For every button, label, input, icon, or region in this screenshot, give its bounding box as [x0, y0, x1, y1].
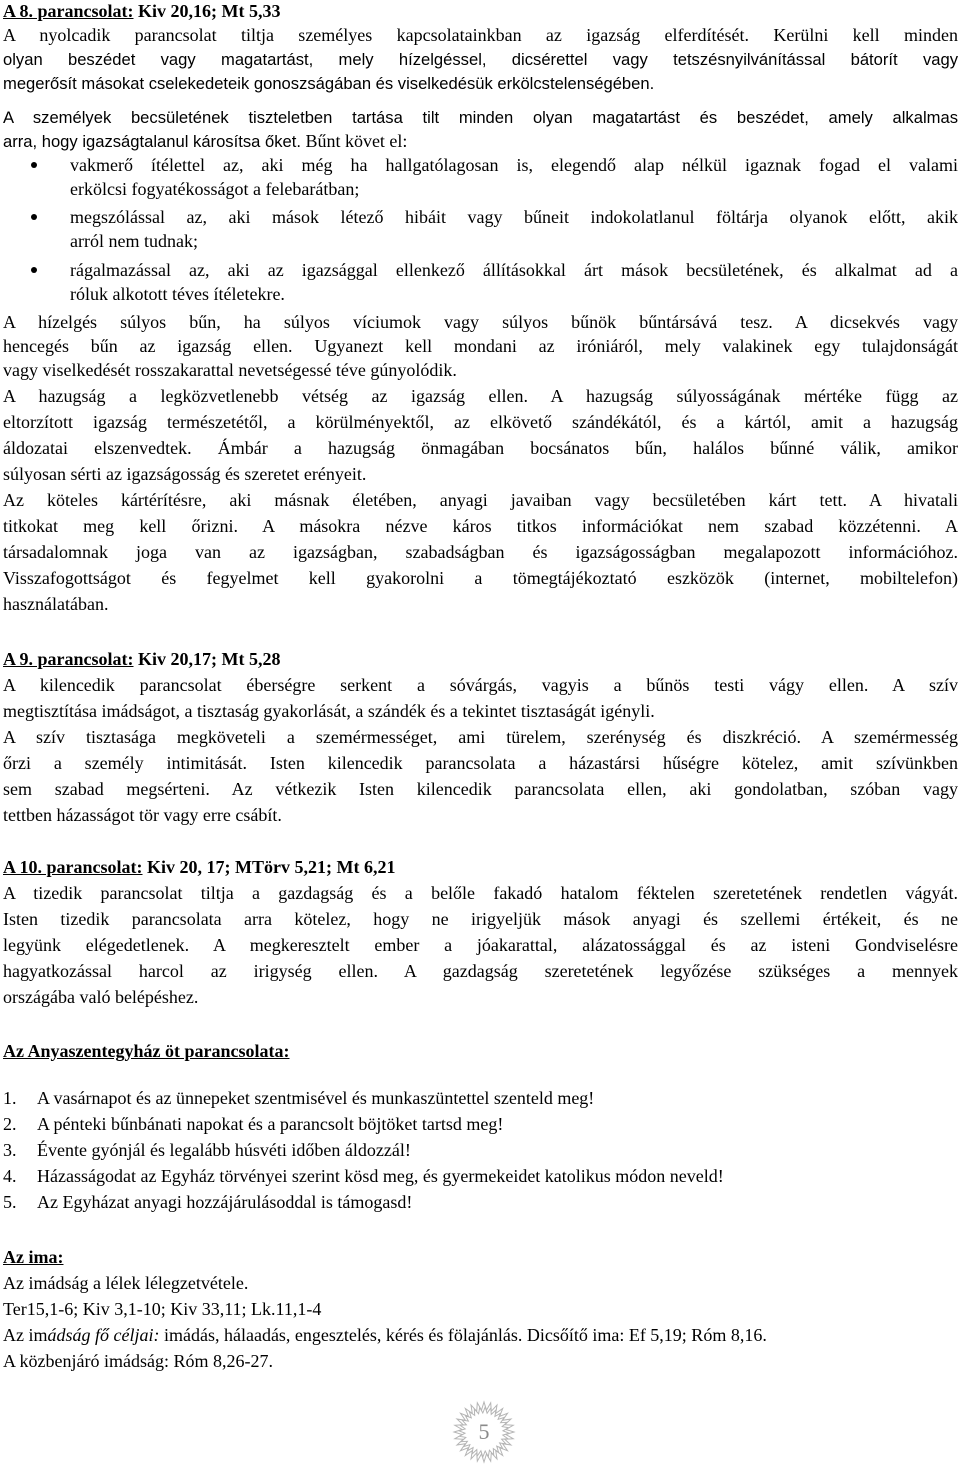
section-9-line: megtisztítása imádságot, a tisztaság gyakorlását, a szándék és a tekintet tisztaságát igényli.	[3, 701, 655, 721]
bullet-item-line: róluk alkotott téves ítéletekre.	[70, 284, 285, 304]
bullet-icon	[31, 267, 37, 273]
section-8-line: súlyosan sérti az igazságosság és szeretet erényeit.	[3, 464, 367, 484]
section-10-heading-ref: Kiv 20, 17; MTörv 5,21; Mt 6,21	[142, 857, 396, 877]
list-item-number: 4.	[3, 1166, 17, 1186]
prayer-heading: Az ima:	[3, 1247, 64, 1267]
section-8-line: hencegés bűn az igazság ellen. Ugyanezt kell mondani az iróniáról, mely valakinek egy tulajdonságát	[3, 336, 958, 356]
section-10-line: legyünk elégedetlenek. A megkeresztelt ember a jóakarattal, alázatossággal és az isteni Gondviselésre	[3, 935, 958, 955]
bullet-icon	[31, 162, 37, 168]
bullet-item-line: vakmerő ítélettel az, aki még ha hallgatólagosan is, elegendő alap nélkül igaznak fogad el valami	[70, 155, 958, 175]
section-8-line	[3, 130, 958, 153]
bullet-icon	[31, 214, 37, 220]
section-8-line: A hazugság a legközvetlenebb vétség az igazság ellen. A hazugság súlyosságának mértéke függ az	[3, 386, 958, 406]
prayer-line-part: imádás, hálaadás, engesztelés, kérés és fölajánlás. Dicsőítő ima: Ef 5,19; Róm 8,16.	[159, 1325, 767, 1345]
section-10-heading-label: A 10. parancsolat:	[3, 857, 143, 877]
section-8-line: titkokat meg kell őrizni. A másokra nézve káros titkos információkat nem szabad közzétenni. A	[3, 516, 958, 536]
section-8-line: A személyek becsületének tiszteletben tartása tilt minden olyan magatartást és beszédet, amely alkalmas	[3, 108, 958, 127]
list-item-text: A vasárnapot és az ünnepeket szentmisével és munkaszüntettel szenteld meg!	[37, 1088, 595, 1108]
list-item-number: 5.	[3, 1192, 17, 1212]
section-8-heading-ref: Kiv 20,16; Mt 5,33	[133, 1, 281, 21]
list-item-number: 2.	[3, 1114, 17, 1134]
prayer-line-part: Az im	[3, 1325, 48, 1345]
section-9-line: tettben házasságot tör vagy erre csábít.	[3, 805, 282, 825]
list-item-text: Az Egyházat anyagi hozzájárulásoddal is támogasd!	[37, 1192, 413, 1212]
bullet-item-line: arról nem tudnak;	[70, 231, 198, 251]
section-9-heading	[3, 648, 958, 671]
section-10-line: országába való belépéshez.	[3, 987, 199, 1007]
section-8-line: vagy viselkedését rosszakarattal nevetségessé téve gúnyolódik.	[3, 360, 457, 380]
section-8-line: áldozatai elszenvedtek. Ámbár a hazugság önmagában bocsánatos bűn, halálos bűnné válik, amikor	[3, 438, 958, 458]
prayer-line	[3, 1324, 958, 1347]
section-10-line: Isten tizedik parancsolata arra kötelez, hogy ne irigyeljük mások anyagi és szellemi értékeit, és ne	[3, 909, 958, 929]
list-item-text: Házasságodat az Egyház törvényei szerint kösd meg, és gyermekeidet katolikus módon neveld!	[37, 1166, 724, 1186]
section-9-heading-ref: Kiv 20,17; Mt 5,28	[133, 649, 281, 669]
prayer-line: Ter15,1-6; Kiv 3,1-10; Kiv 33,11; Lk.11,1-4	[3, 1299, 322, 1319]
section-9-line: A szív tisztasága megköveteli a szemérmességet, ami türelem, szerénység és diszkréció. A szemérmesség	[3, 727, 958, 747]
section-8-line-part: Bűnt követ el:	[300, 131, 408, 151]
list-item-text: Évente gyónjál és legalább húsvéti időben áldozzál!	[37, 1140, 411, 1160]
list-item-number: 3.	[3, 1140, 17, 1160]
section-8-line: használatában.	[3, 594, 109, 614]
bullet-item-line: rágalmazással az, aki az igazsággal ellenkező állításokkal árt mások becsületének, és alkalmat ad a	[70, 260, 958, 280]
bullet-item-line: megszólással az, aki mások létező hibáit vagy bűneit indokolatlanul föltárja olyanok előtt, akik	[70, 207, 958, 227]
prayer-line: A közbenjáró imádság: Róm 8,26-27.	[3, 1351, 273, 1371]
church-commandments-heading: Az Anyaszentegyház öt parancsolata:	[3, 1041, 290, 1061]
section-8-line: társadalomnak joga van az igazságban, szabadságban és igazságosságban megalapozott információhoz.	[3, 542, 958, 562]
list-item-number: 1.	[3, 1088, 17, 1108]
bullet-item-line: erkölcsi fogyatékosságot a felebarátban;	[70, 179, 360, 199]
section-9-line: A kilencedik parancsolat éberségre serkent a sóvárgás, vagyis a bűnös testi vágy ellen. A szív	[3, 675, 958, 695]
prayer-line-part: ádság fő céljai:	[47, 1325, 160, 1345]
section-8-line: A hízelgés súlyos bűn, ha súlyos víciumok vagy súlyos bűnök bűntársává tesz. A dicsekvés vagy	[3, 312, 958, 332]
prayer-line: Az imádság a lélek lélegzetvétele.	[3, 1273, 249, 1293]
page-number: 5	[478, 1419, 490, 1444]
section-8-line-part: arra, hogy igazságtalanul károsítsa őket.	[3, 132, 301, 151]
section-8-line: Az köteles kártérítésre, aki másnak életében, anyagi javaiban vagy becsületében kárt tett. A hivatali	[3, 490, 958, 510]
section-8-line: Visszafogottságot és fegyelmet kell gyakorolni a tömegtájékoztató eszközök (internet, mobiltelefon)	[3, 568, 958, 588]
list-item-text: A pénteki bűnbánati napokat és a parancsolt böjtöket tartsd meg!	[37, 1114, 504, 1134]
section-9-line: sem szabad megsérteni. Az vétkezik Isten kilencedik parancsolata ellen, aki gondolatban, szóban vagy	[3, 779, 958, 799]
section-8-line: A nyolcadik parancsolat tiltja személyes kapcsolatainkban az igazság elferdítését. Kerülni kell minden	[3, 25, 958, 45]
section-8-line: eltorzított igazság természetétől, a körülményektől, az elkövető szándékától, és a kártól, amit a hazugság	[3, 412, 958, 432]
section-8-heading-label: A 8. parancsolat:	[3, 1, 134, 21]
section-8-line: megerősít másokat cselekedeteik gonoszságában és viselkedésük erkölcstelenségében.	[3, 74, 655, 93]
page-number-ornament	[448, 1396, 520, 1468]
section-10-line: hagyatkozással harcol az irigység ellen. A gazdagság szeretetének legyőzése szükséges a mennyek	[3, 961, 958, 981]
section-10-line: A tizedik parancsolat tiltja a gazdagság és a belőle fakadó hatalom féktelen szeretetének rendetlen vágyát.	[3, 883, 958, 903]
section-10-heading	[3, 856, 958, 879]
section-9-line: őrzi a személy intimitását. Isten kilencedik parancsolata a házastársi hűségre kötelez, amit szívünkben	[3, 753, 958, 773]
section-9-heading-label: A 9. parancsolat:	[3, 649, 134, 669]
section-8-line: olyan beszédet vagy magatartást, mely hízelgéssel, dicsérettel vagy tetszésnyilvánítással bátorít vagy	[3, 50, 958, 69]
section-8-heading	[3, 0, 958, 23]
